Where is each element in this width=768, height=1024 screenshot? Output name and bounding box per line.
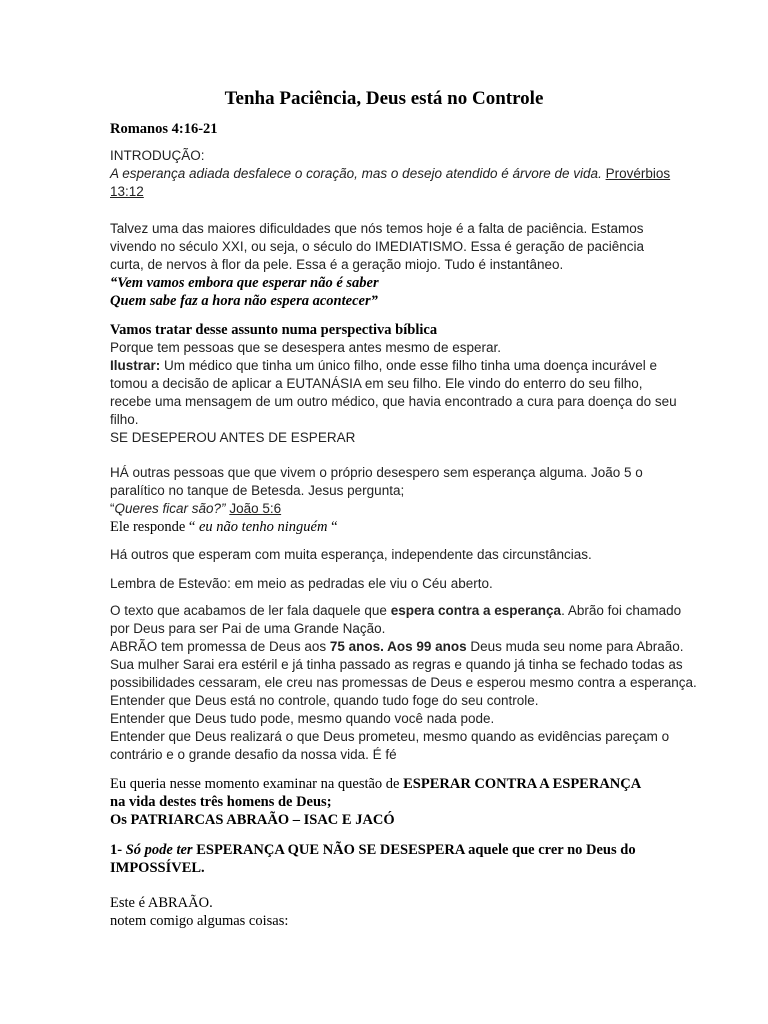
paragraph-abraham: O texto que acabamos de ler fala daquele que espera contra a esperança. Abrão foi chamado por Deus para ser Pai de uma Grande Nação. ABRÃO tem promessa de Deus aos 75 anos. Aos 99 anos Deus muda seu nome para Abraão. Sua mulher Sarai era estéril e já tinha passado as regras e quando já tinha se fechado todas as possibilidades cessaram, ele creu nas promessas de Deus e esperou mesmo contra a esperança. Entender que Deus está no controle, quando tudo foge do seu controle. Entender que Deus tudo pode, mesmo quando você nada pode. Entender que Deus realizará o que Deus prometeu, mesmo quando as evidências pareçam o contrário e o grande desafio da nossa vida. É fé	[110, 603, 697, 762]
paralytic-answer: Ele responde “ eu não tenho ninguém “	[110, 519, 338, 535]
intro-label: INTRODUÇÃO:	[110, 148, 205, 163]
scripture-reference: Romanos 4:16-21	[110, 121, 218, 137]
song-quote: “Vem vamos embora que esperar não é saber Quem sabe faz a hora não espera acontecer”	[110, 275, 379, 309]
paragraph-this-is-abraham: Este é ABRAÃO. notem comigo algumas coisas:	[110, 895, 289, 929]
paragraph-hope: Há outros que esperam com muita esperança, independente das circunstâncias.	[110, 547, 592, 562]
introduction	[110, 147, 690, 201]
john-ref: João 5:6	[229, 501, 282, 516]
point-one: 1- Só pode ter ESPERANÇA QUE NÃO SE DESESPERA aquele que crer no Deus do IMPOSSÍVEL.	[110, 842, 636, 876]
proverbs-ref-number: 13:12	[110, 184, 144, 199]
jesus-question: “Queres ficar são?” João 5:6	[110, 501, 282, 516]
document-title: Tenha Paciência, Deus está no Controle	[224, 88, 544, 109]
paragraph-patriarchs: Eu queria nesse momento examinar na questão de ESPERAR CONTRA A ESPERANÇA na vida destes três homens de Deus; Os PATRIARCAS ABRAÃO – ISAC E JACÓ	[110, 776, 642, 828]
proverbs-ref: Provérbios	[605, 166, 671, 181]
paragraph-stephen: Lembra de Estevão: em meio as pedradas ele viu o Céu aberto.	[110, 576, 493, 591]
intro-quote-line: A esperança adiada desfalece o coração, mas o desejo atendido é árvore de vida. Provérbios	[110, 166, 671, 181]
paragraph-paralytic: HÁ outras pessoas que que vivem o próprio desespero sem esperança alguma. João 5 o paralítico no tanque de Betesda. Jesus pergunta; “Queres ficar são?” João 5:6	[110, 464, 690, 518]
paragraph-impatience: Talvez uma das maiores dificuldades que nós temos hoje é a falta de paciência. Estamos vivendo no século XXI, ou seja, o século do IMEDIATISMO. Essa é geração de paciência curta, de nervos à flor da pele. Essa é a geração miojo. Tudo é instantâneo.	[110, 221, 645, 272]
illustration-label: Ilustrar:	[110, 358, 161, 373]
paragraph-illustration: Porque tem pessoas que se desespera antes mesmo de esperar. Ilustrar: Um médico que tinha um único filho, onde esse filho tinha uma doença incurável e tomou a decisão de aplicar a EUTANÁSIA em seu filho. Ele vindo do enterro do seu filho, recebe uma mensagem de um outro médico, que havia encontrado a cura para doença do seu filho. SE DESEPEROU ANTES DE ESPERAR	[110, 340, 677, 445]
biblical-perspective-heading: Vamos tratar desse assunto numa perspectiva bíblica	[110, 322, 438, 338]
